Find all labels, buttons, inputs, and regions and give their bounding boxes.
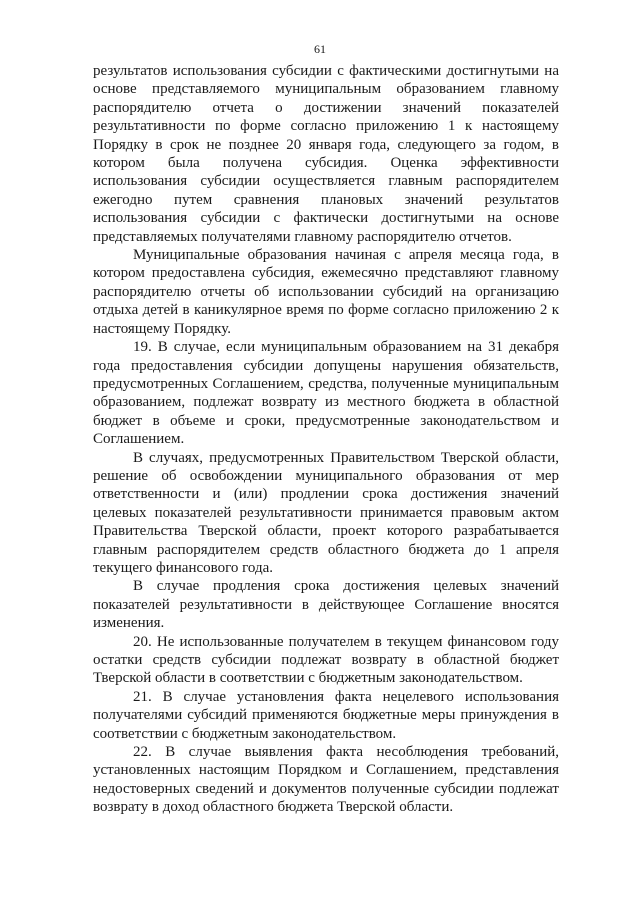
paragraph-clause-20: 20. Не использованные получателем в текущем финансовом году остатки средств субсидии подлежат возврату в областной бюджет Тверской области в соответствии с бюджетным законодательством.	[93, 633, 559, 687]
paragraph-clause-22: 22. В случае выявления факта несоблюдения требований, установленных настоящим Порядком и Соглашением, представления недостоверных сведений и документов полученные субсидии подлежат возврату в доход областного бюджета Тверской области.	[93, 744, 559, 816]
paragraph-exemption: В случаях, предусмотренных Правительством Тверской области, решение об освобождении муниципального образования от мер ответственности и (или) продлении срока достижения значений целевых показателей результативности принимается правовым актом Правительства Тверской области, проект которого разрабатывается главным распорядителем средств областного бюджета до 1 апреля текущего финансового года.	[93, 449, 559, 576]
paragraph-monthly-reports: Муниципальные образования начиная с апреля месяца года, в котором предоставлена субсидия, ежемесячно представляют главному распорядителю отчеты об использовании субсидий на организацию отдыха детей в каникулярное время по форме согласно приложению 2 к настоящему Порядку.	[93, 247, 559, 337]
paragraph-clause-21: 21. В случае установления факта нецелевого использования получателями субсидий применяются бюджетные меры принуждения в соответствии с бюджетным законодательством.	[93, 688, 559, 742]
paragraph-clause-19: 19. В случае, если муниципальным образованием на 31 декабря года предоставления субсидии допущены нарушения обязательств, предусмотренных Соглашением, средства, полученные муниципальным образованием, подлежат возврату из местного бюджета в областной бюджет в объеме и сроки, предусмотренные законодательством и Соглашением.	[93, 339, 559, 448]
document-body	[93, 62, 559, 817]
page-number: 61	[314, 42, 326, 56]
paragraph-extension: В случае продления срока достижения целевых значений показателей результативности в действующее Соглашение вносятся изменения.	[93, 578, 559, 632]
paragraph-continuation: результатов использования субсидии с фактическими достигнутыми на основе представляемого муниципальным образованием главному распорядителю отчета о достижении значений показателей результативности по форме согласно приложению 1 к настоящему Порядку в срок не позднее 20 января года, следующего за годом, в котором была получена субсидия. Оценка эффективности использования субсидии осуществляется главным распорядителем ежегодно путем сравнения плановых значений результатов использования субсидии с фактически достигнутыми на основе представляемых получателями главному распорядителю отчетов.	[93, 63, 559, 245]
